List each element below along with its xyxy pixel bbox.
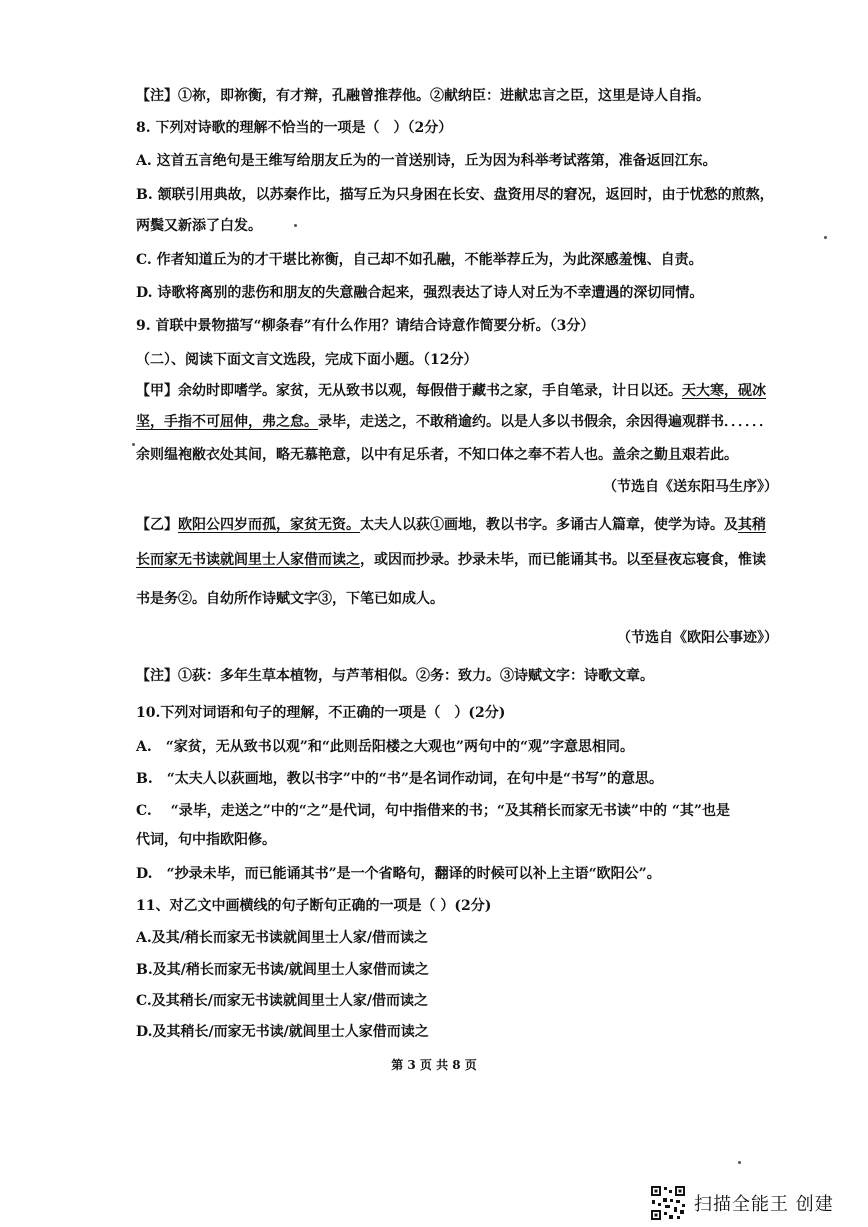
q9-stem: 9. 首联中景物描写“柳条春”有什么作用？请结合诗意作简要分析。（3分）	[136, 318, 595, 334]
page-number: 第 3 页 共 8 页	[391, 1058, 477, 1072]
section-2-heading: （二）、阅读下面文言文选段，完成下面小题。（12分）	[136, 352, 478, 368]
q8-stem: 8. 下列对诗歌的理解不恰当的一项是（ ）（2分）	[136, 120, 453, 136]
scan-speck	[824, 236, 827, 239]
jia-text: 录毕，走送之，不敢稍逾约。以是人多以书假余，余因得遍观群书．．．．．．	[318, 414, 773, 430]
yi-underlined-text: 长而家无书读就闾里士人家借而读之	[136, 552, 360, 568]
q8-option-d: D. 诗歌将离别的悲伤和朋友的失意融合起来，强烈表达了诗人对丘为不幸遭遇的深切同情。	[136, 285, 704, 301]
yi-text: ，或因而抄录。抄录未毕，而已能诵其书。以至昼夜忘寝食，惟读	[360, 552, 766, 568]
passage-yi-line1	[136, 515, 796, 535]
qr-code-icon	[650, 1185, 686, 1221]
passage-jia-line1	[136, 381, 796, 401]
q10-option-a: A. “家贫，无从致书以观”和“此则岳阳楼之大观也”两句中的“观”字意思相同。	[136, 739, 635, 755]
passage-jia-line3: 余则缊袍敝衣处其间，略无慕艳意，以中有足乐者，不知口体之奉不若人也。盖余之勤且艰若此。	[136, 447, 738, 463]
passage-jia-line2	[136, 412, 796, 432]
q11-stem: 11、对乙文中画横线的句子断句正确的一项是（ ）(2分)	[136, 898, 492, 914]
q11-option-c: C.及其稍长/而家无书读就闾里士人家/借而读之	[136, 993, 428, 1009]
jia-underlined-text: 天大寒，砚冰	[682, 383, 766, 399]
passage-yi-line3: 书是务②。自幼所作诗赋文字③，下笔已如成人。	[136, 591, 444, 607]
scanner-watermark	[650, 1185, 834, 1221]
jia-text: 【甲】余幼时即嗜学。家贫，无从致书以观，每假借于藏书之家，手自笔录，计日以还。	[136, 383, 682, 399]
yi-label: 【乙】	[136, 517, 178, 533]
yi-underlined-text: 欧阳公四岁而孤，家贫无资。	[178, 517, 360, 533]
passage-yi-line2	[136, 550, 796, 570]
wenyan-note: 【注】①荻：多年生草本植物，与芦苇相似。②务：致力。③诗赋文字：诗歌文章。	[136, 668, 654, 684]
jia-underlined-text: 坚，手指不可屈伸，弗之怠。	[136, 414, 318, 430]
poem-note: 【注】①祢，即祢衡，有才辩，孔融曾推荐他。②献纳臣：进献忠言之臣，这里是诗人自指。	[136, 88, 710, 104]
passage-jia-source: （节选自《送东阳马生序》）	[603, 479, 778, 495]
q11-option-d: D.及其稍长/而家无书读/就闾里士人家借而读之	[136, 1024, 429, 1040]
q8-option-b-line2: 两鬓又新添了白发。	[136, 218, 262, 234]
yi-underlined-text: 其稍	[738, 517, 766, 533]
watermark-text: 扫描全能王 创建	[694, 1194, 834, 1215]
yi-text: 太夫人以荻①画地，教以书字。多诵古人篇章，使学为诗。及	[360, 517, 738, 533]
q10-option-d: D. “抄录未毕，而已能诵其书”是一个省略句，翻译的时候可以补上主语“欧阳公”。	[136, 866, 661, 882]
q10-option-b: B. “太夫人以荻画地，教以书字”中的“书”是名词作动词，在句中是“书写”的意思。	[136, 771, 664, 787]
q8-option-c: C. 作者知道丘为的才干堪比祢衡，自己却不如孔融，不能举荐丘为，为此深感羞愧、自责。	[136, 252, 703, 268]
scan-speck	[738, 1161, 741, 1164]
scan-speck	[132, 443, 135, 446]
passage-yi-source: （节选自《欧阳公事迹》）	[617, 630, 778, 646]
q10-option-c-line1: C. “录毕，走送之”中的“之”是代词，句中指借来的书；“及其稍长而家无书读”中的 “其”也是	[136, 803, 730, 819]
q10-stem: 10.下列对词语和句子的理解，不正确的一项是（ ）(2分)	[136, 705, 506, 721]
q10-option-c-line2: 代词，句中指欧阳修。	[136, 832, 276, 848]
q11-option-b: B.及其/稍长而家无书读/就闾里士人家借而读之	[136, 962, 429, 978]
q8-option-b-line1: B. 颔联引用典故，以苏秦作比，描写丘为只身困在长安、盘资用尽的窘况，返回时，由于忧愁的煎熬，	[136, 187, 774, 203]
scan-speck	[294, 224, 297, 227]
q8-option-a: A. 这首五言绝句是王维写给朋友丘为的一首送别诗，丘为因为科举考试落第，准备返回江东。	[136, 153, 717, 169]
q11-option-a: A.及其/稍长而家无书读就闾里士人家/借而读之	[136, 930, 428, 946]
